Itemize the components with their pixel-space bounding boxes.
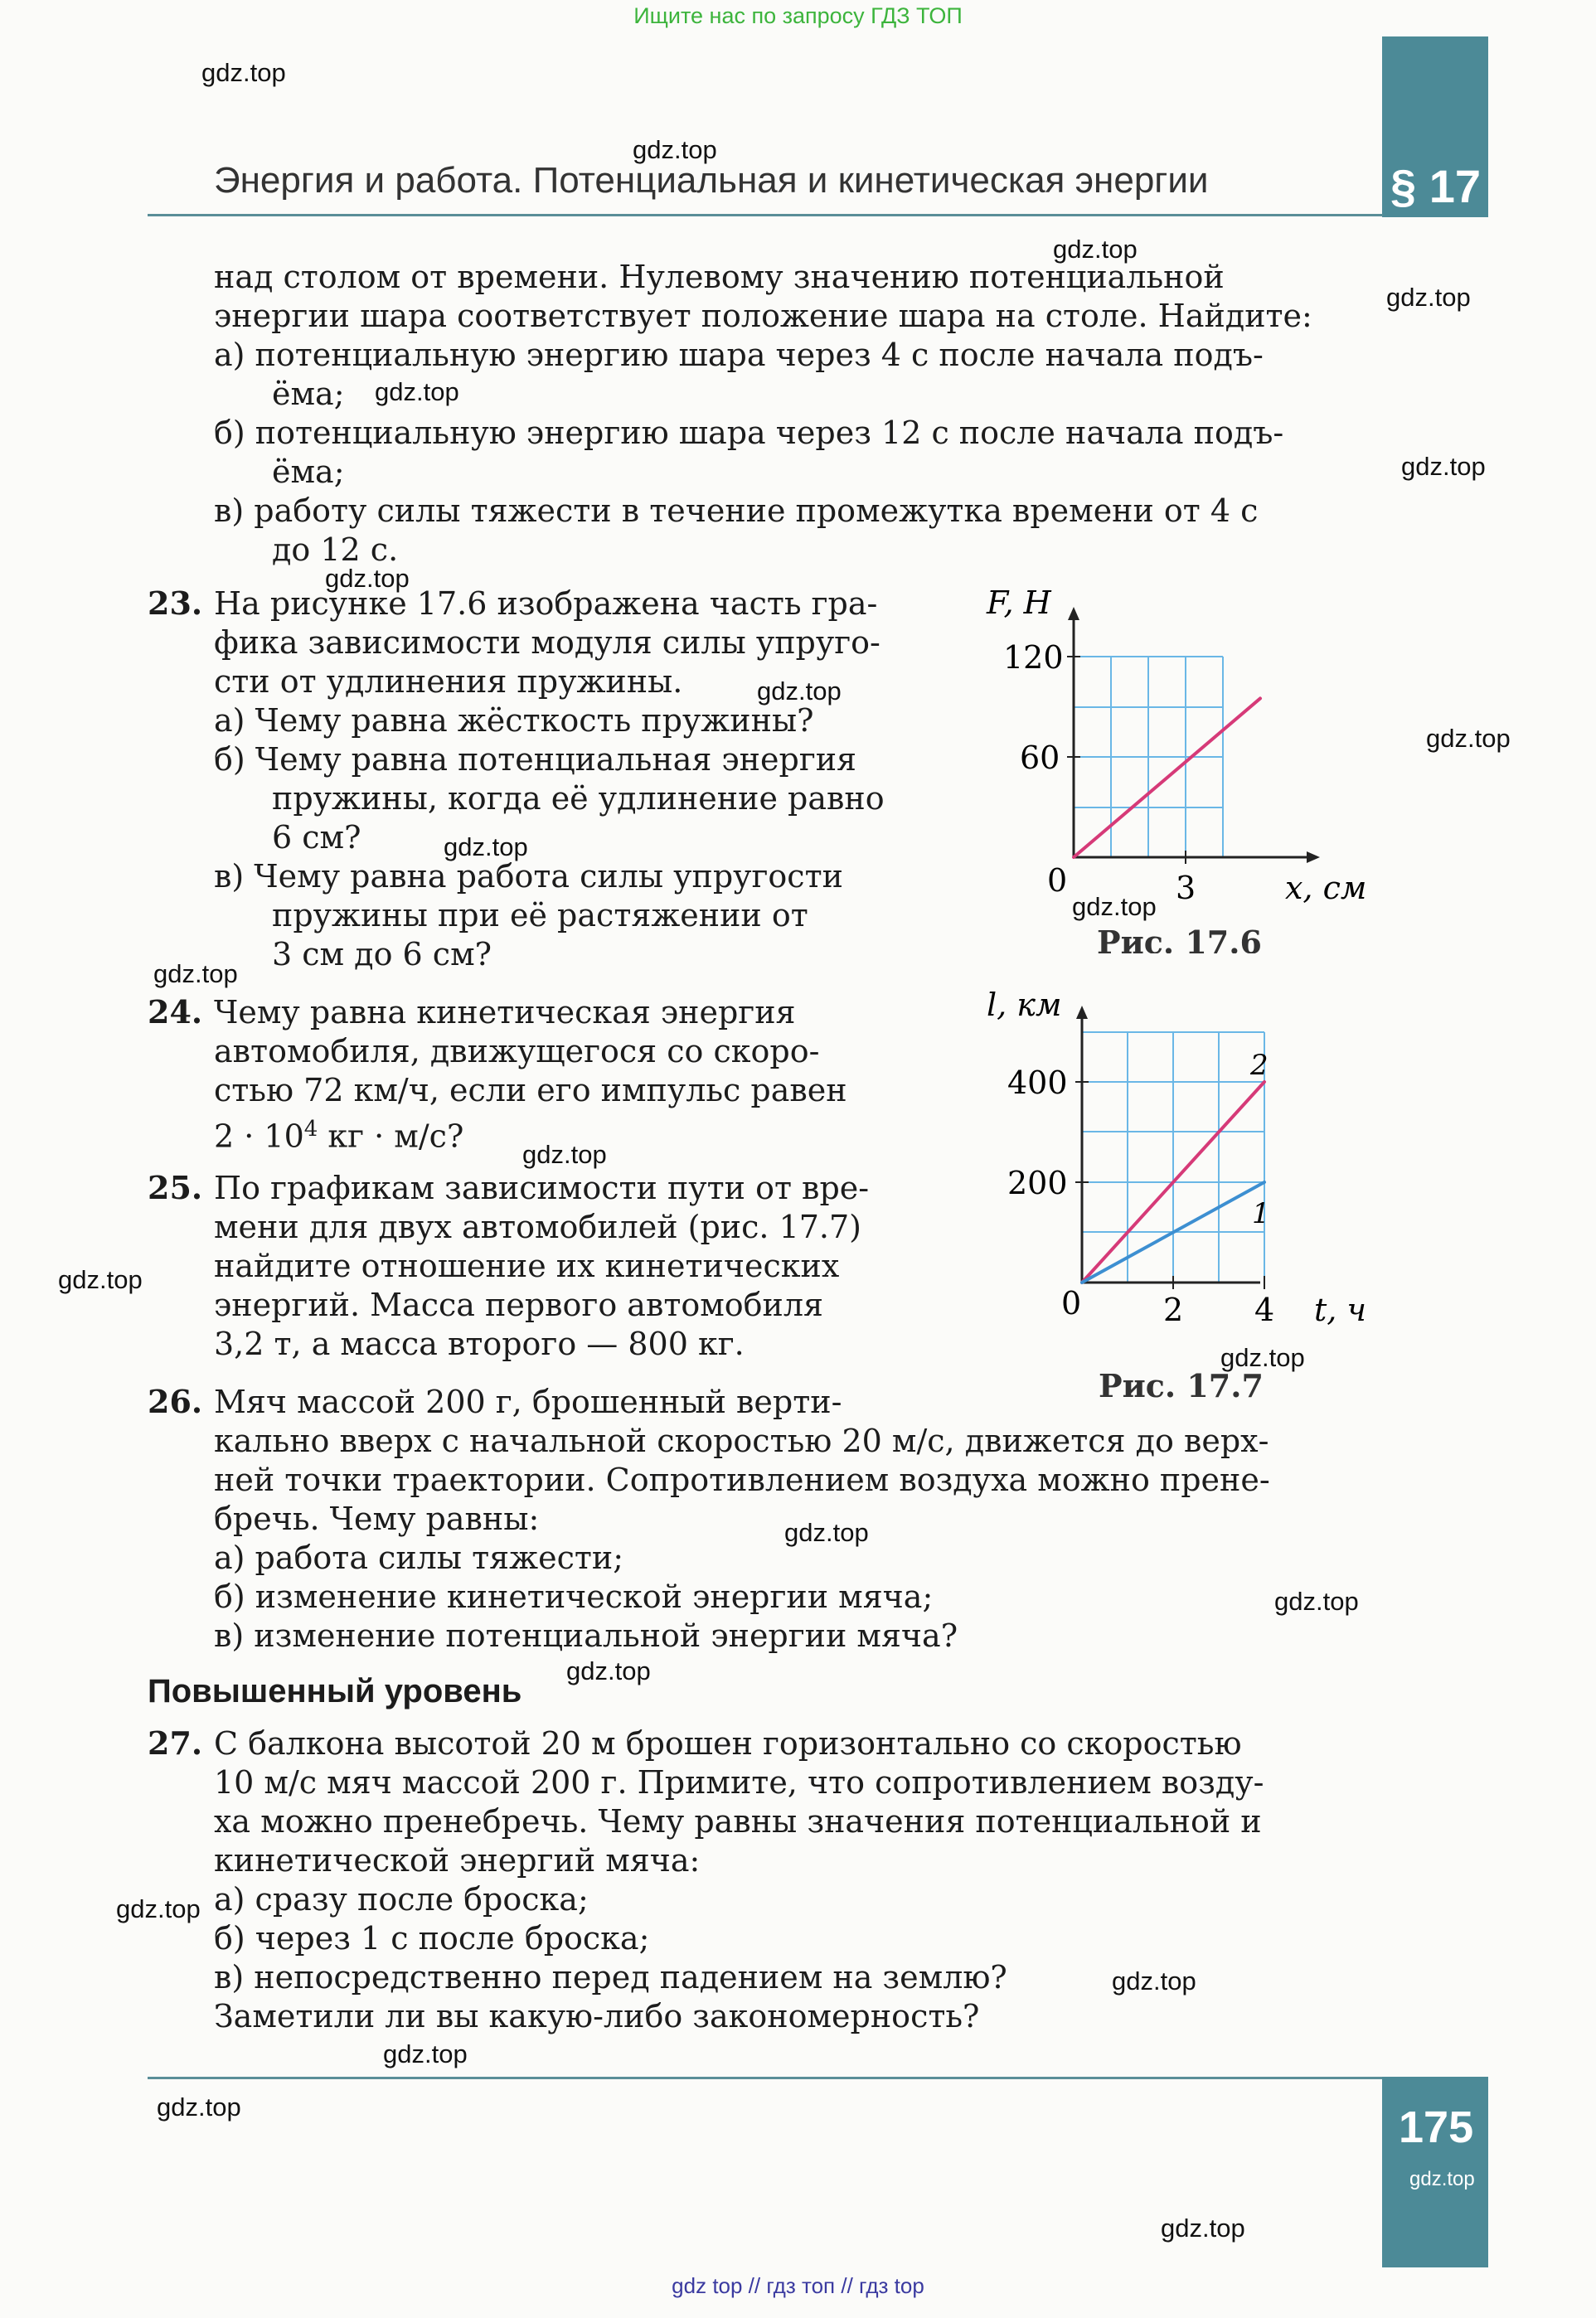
watermark: gdz.top (201, 58, 286, 87)
watermark: gdz.top (375, 377, 459, 406)
figure-17-6 (978, 572, 1393, 953)
text-line: энергий. Масса первого автомобиля (214, 1287, 823, 1323)
text-line: б) через 1 с после броска; (214, 1920, 650, 1957)
text-line: а) сразу после броска; (214, 1881, 589, 1918)
text-line: бречь. Чему равны: (214, 1501, 540, 1537)
text-line: ёма; (272, 453, 345, 490)
y-tick-label: 400 (1007, 1064, 1068, 1101)
watermark: gdz.top (58, 1265, 143, 1294)
text-line: в) непосредственно перед падением на землю? (214, 1959, 1007, 1996)
x-axis-label: x, см (1285, 870, 1367, 906)
text-line: пружины, когда её удлинение равно (272, 780, 885, 817)
text-line: С балкона высотой 20 м брошен горизонтально со скоростью (214, 1725, 1242, 1762)
watermark: gdz.top (784, 1518, 869, 1547)
text-line: Чему равна кинетическая энергия (214, 994, 796, 1030)
header-rule (148, 214, 1383, 216)
watermark: gdz.top (757, 676, 842, 706)
figure-17-7 (978, 982, 1393, 1414)
text-line: в) Чему равна работа силы упругости (214, 858, 843, 895)
text-line: ёма; (272, 376, 345, 412)
page-number: 175 (1399, 2102, 1474, 2152)
watermark: gdz.top (153, 959, 238, 988)
problem-24-number: 24. (148, 993, 203, 1030)
watermark: gdz.top (522, 1140, 607, 1169)
continuation-text (214, 258, 1370, 570)
watermark: gdz.top (1161, 2214, 1245, 2243)
problem-26-number: 26. (148, 1383, 203, 1420)
text-line: По графикам зависимости пути от вре- (214, 1170, 870, 1206)
watermark: gdz.top (1409, 2168, 1475, 2190)
watermark: gdz.top (116, 1894, 201, 1923)
y-axis-arrow (1076, 1006, 1088, 1019)
text-line: 10 м/с мяч массой 200 г. Примите, что сопротивлением возду- (214, 1764, 1264, 1801)
problem-27-number: 27. (148, 1724, 203, 1762)
text-line: 6 см? (272, 819, 361, 856)
watermark: gdz.top (1401, 452, 1486, 481)
watermark: gdz.top (1072, 892, 1157, 921)
section-heading: Повышенный уровень (148, 1673, 522, 1709)
text-line: 3 см до 6 см? (272, 936, 492, 972)
text-line: в) изменение потенциальной энергии мяча? (214, 1617, 958, 1654)
x-tick-label: 4 (1254, 1292, 1275, 1328)
grid (1074, 657, 1223, 857)
text-line: б) Чему равна потенциальная энергия (214, 741, 857, 778)
text-line: стью 72 км/ч, если его импульс равен (214, 1072, 847, 1108)
problem-27-text (214, 1724, 1375, 2036)
text-line: ха можно пренебречь. Чему равны значения потенциальной и (214, 1803, 1262, 1840)
y-axis-label: l, км (987, 987, 1062, 1023)
text-line: энергии шара соответствует положение шара на столе. Найдите: (214, 298, 1312, 334)
grid (1082, 1032, 1264, 1283)
figure-caption: Рис. 17.7 (1099, 1367, 1264, 1404)
page-header-title: Энергия и работа. Потенциальная и кинетическая энергии (214, 160, 1209, 201)
watermark: gdz.top (325, 564, 410, 593)
text-line: над столом от времени. Нулевому значению потенциальной (214, 259, 1225, 295)
x-tick-label: 2 (1163, 1292, 1184, 1328)
text-line: а) работа силы тяжести; (214, 1540, 623, 1576)
watermark: gdz.top (1386, 283, 1471, 312)
problem-24-text (214, 993, 927, 1157)
x-tick-label: 0 (1047, 862, 1068, 899)
watermark: gdz.top (1112, 1966, 1196, 1996)
text-line: кально вверх с начальной скоростью 20 м/с, движется до верх- (214, 1423, 1269, 1459)
y-axis-label: F, Н (987, 584, 1051, 621)
text-line: Мяч массой 200 г, брошенный верти- (214, 1384, 842, 1420)
text-line: а) Чему равна жёсткость пружины? (214, 702, 814, 739)
text-line: мени для двух автомобилей (рис. 17.7) (214, 1209, 862, 1245)
y-axis-arrow (1068, 607, 1079, 620)
x-axis-label: t, ч (1314, 1292, 1367, 1328)
problem-25-number: 25. (148, 1169, 203, 1206)
formula: $2 \cdot 10^4$ кг · м/с? (214, 1117, 464, 1155)
text-line: ней точки траектории. Сопротивлением воздуха можно прене- (214, 1462, 1270, 1498)
x-axis-arrow (1307, 851, 1320, 863)
text-line: кинетической энергий мяча: (214, 1842, 701, 1879)
top-banner: Ищите нас по запросу ГДЗ ТОП (633, 3, 963, 28)
text-line: а) потенциальную энергию шара через 4 с после начала подъ- (214, 337, 1264, 373)
text-line: до 12 с. (272, 531, 399, 568)
watermark: gdz.top (444, 832, 528, 861)
text-line: сти от удлинения пружины. (214, 663, 683, 700)
figure-caption: Рис. 17.6 (1097, 924, 1262, 953)
text-line: в) работу силы тяжести в течение промежутка времени от 4 с (214, 492, 1259, 529)
text-line: б) потенциальную энергию шара через 12 с после начала подъ- (214, 415, 1284, 451)
text-line: На рисунке 17.6 изображена часть гра- (214, 585, 878, 622)
series-line (1074, 698, 1260, 857)
section-number: § 17 (1390, 160, 1481, 212)
series-label-1: 1 (1252, 1197, 1270, 1230)
x-tick-label: 3 (1176, 870, 1196, 906)
watermark: gdz.top (1053, 235, 1138, 264)
y-tick-label: 60 (1020, 740, 1060, 776)
text-line: найдите отношение их кинетических (214, 1248, 840, 1284)
problem-25-text (214, 1169, 927, 1364)
watermark: gdz.top (157, 2093, 241, 2122)
problem-23-text (214, 584, 927, 974)
x-tick-label: 0 (1061, 1285, 1082, 1321)
problem-23-number: 23. (148, 584, 203, 622)
watermark: gdz.top (633, 135, 717, 164)
watermark: gdz.top (383, 2039, 468, 2068)
text-line: б) изменение кинетической энергии мяча; (214, 1578, 934, 1615)
watermark: gdz.top (566, 1656, 651, 1685)
footer-rule (148, 2077, 1383, 2079)
y-tick-label: 120 (1003, 639, 1064, 676)
text-line: 3,2 т, а масса второго — 800 кг. (214, 1326, 745, 1362)
text-line: Заметили ли вы какую-либо закономерность? (214, 1998, 980, 2034)
watermark: gdz.top (1220, 1343, 1305, 1372)
bottom-banner: gdz top // гдз топ // гдз top (672, 2273, 924, 2298)
text-line: фика зависимости модуля силы упруго- (214, 624, 880, 661)
series-label-2: 2 (1250, 1049, 1269, 1082)
y-tick-label: 200 (1007, 1165, 1068, 1201)
watermark: gdz.top (1274, 1587, 1359, 1616)
text-line: автомобиля, движущегося со скоро- (214, 1033, 820, 1069)
text-line: пружины при её растяжении от (272, 897, 808, 934)
watermark: gdz.top (1426, 724, 1511, 753)
